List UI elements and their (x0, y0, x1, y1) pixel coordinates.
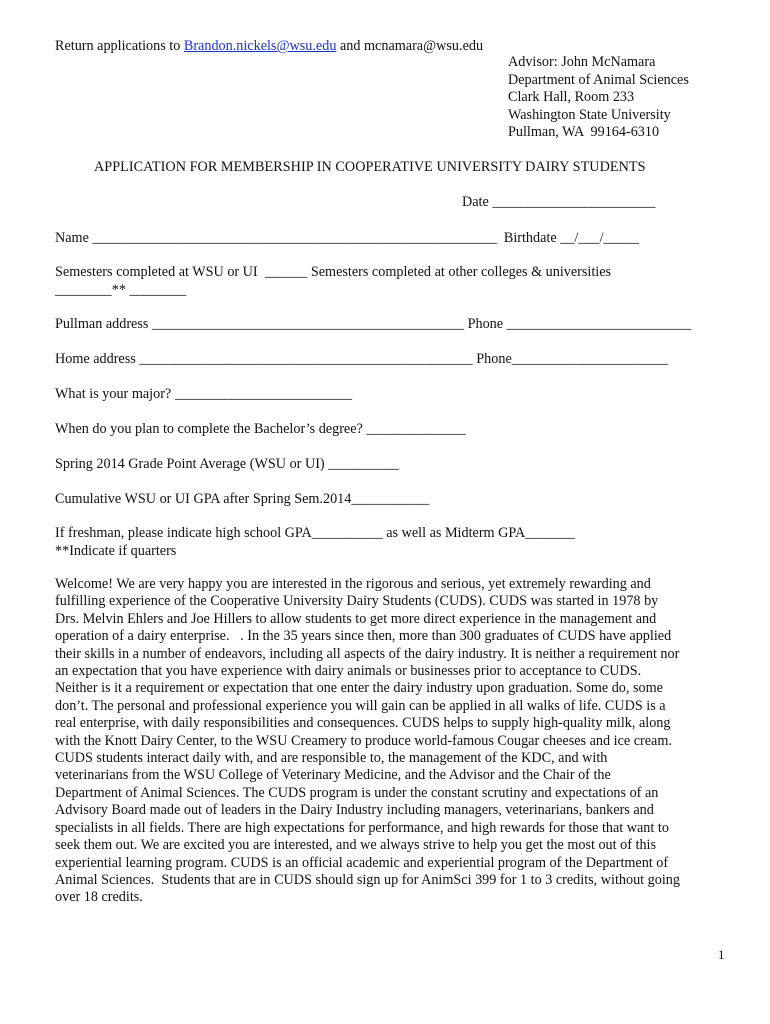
paragraph-line: Department of Animal Sciences. The CUDS program is under the constant scrutiny and expectations of an (55, 784, 659, 801)
paragraph-line: don’t. The personal and professional experience you will gain can be applied in all walks of life. CUDS is a (55, 697, 666, 714)
date-field[interactable]: Date _______________________ (462, 194, 656, 210)
paragraph-line: CUDS students interact daily with, and are responsible to, the management of the KDC, and with (55, 750, 608, 767)
bachelor-degree-field[interactable]: When do you plan to complete the Bachelor’s degree? ______________ (55, 421, 466, 437)
semesters-field-line2[interactable]: ________** ________ (55, 282, 187, 298)
home-address-field[interactable]: Home address _______________________________________________ Phone______________________ (55, 351, 668, 367)
advisor-university: Washington State University (508, 106, 671, 123)
spring-gpa-field[interactable]: Spring 2014 Grade Point Average (WSU or UI) __________ (55, 456, 400, 472)
advisor-city: Pullman, WA 99164-6310 (508, 124, 660, 140)
quarters-note: **Indicate if quarters (55, 543, 177, 559)
advisor-room: Clark Hall, Room 233 (508, 89, 635, 105)
paragraph-line: Drs. Melvin Ehlers and Joe Hillers to allow students to get more direct experience in the management and (55, 610, 657, 627)
paragraph-line: fulfilling experience of the Cooperative University Dairy Students (CUDS). CUDS was started in 1978 by (55, 593, 659, 610)
advisor-address-block (508, 54, 689, 142)
cumulative-gpa-field[interactable]: Cumulative WSU or UI GPA after Spring Sem.2014___________ (55, 491, 430, 507)
paragraph-line: their skills in a number of endeavors, including all aspects of the dairy industry. It is neither a requirement nor (55, 645, 680, 662)
major-field[interactable]: What is your major? _________________________ (55, 386, 353, 402)
paragraph-line: experiential learning program. CUDS is an official academic and experiential program of the Department of (55, 854, 669, 871)
paragraph-line: Animal Sciences. Students that are in CUDS should sign up for AnimSci 399 for 1 to 3 credits, without going (55, 871, 680, 888)
paragraph-line: specialists in all fields. There are high expectations for performance, and high rewards for those that want to (55, 819, 669, 836)
paragraph-line: Neither is it a requirement or expectation that one enter the dairy industry upon graduation. Some do, some (55, 680, 663, 697)
return-applications-line (55, 37, 483, 55)
semesters-field-line1[interactable]: Semesters completed at WSU or UI ______ Semesters completed at other colleges & universities (55, 264, 612, 280)
paragraph-line: Advisory Board made out of leaders in the Dairy Industry including managers, veterinarians, bankers and (55, 802, 654, 819)
freshman-gpa-field[interactable]: If freshman, please indicate high school GPA__________ as well as Midterm GPA_______ (55, 525, 575, 541)
name-birthdate-field[interactable]: Name _________________________________________________________ Birthdate __/___/_____ (55, 230, 640, 246)
email-mcnamara: mcnamara@wsu.edu (364, 38, 484, 54)
page-number: 1 (718, 947, 725, 962)
paragraph-line: operation of a dairy enterprise. . In the 35 years since then, more than 300 graduates of CUDS have applied (55, 628, 672, 645)
paragraph-line: an expectation that you have experience with dairy animals or businesses prior to acceptance to CUDS. (55, 663, 642, 680)
paragraph-line: real enterprise, with daily responsibilities and consequences. CUDS helps to supply high-quality milk, along (55, 715, 671, 732)
return-prefix: Return applications to (55, 38, 184, 54)
paragraph-line: veterinarians from the WSU College of Veterinary Medicine, and the Advisor and the Chair of the (55, 767, 611, 784)
advisor-department: Department of Animal Sciences (508, 71, 689, 88)
welcome-paragraph (55, 576, 727, 907)
email-link-nickels[interactable]: Brandon.nickels@wsu.edu (183, 38, 337, 54)
form-title: APPLICATION FOR MEMBERSHIP IN COOPERATIVE UNIVERSITY DAIRY STUDENTS (94, 159, 646, 175)
paragraph-line: Welcome! We are very happy you are interested in the rigorous and serious, yet extremely rewarding and (55, 576, 651, 592)
paragraph-line: seek them out. We are excited you are interested, and we always strive to help you get the most out of this (55, 837, 657, 854)
pullman-address-field[interactable]: Pullman address ____________________________________________ Phone __________________________ (55, 316, 692, 332)
advisor-name: Advisor: John McNamara (508, 54, 656, 70)
return-mid: and (336, 38, 365, 54)
paragraph-line: with the Knott Dairy Center, to the WSU Creamery to produce world-famous Cougar cheeses and ice cream. (55, 732, 672, 749)
paragraph-line: over 18 credits. (55, 889, 143, 906)
